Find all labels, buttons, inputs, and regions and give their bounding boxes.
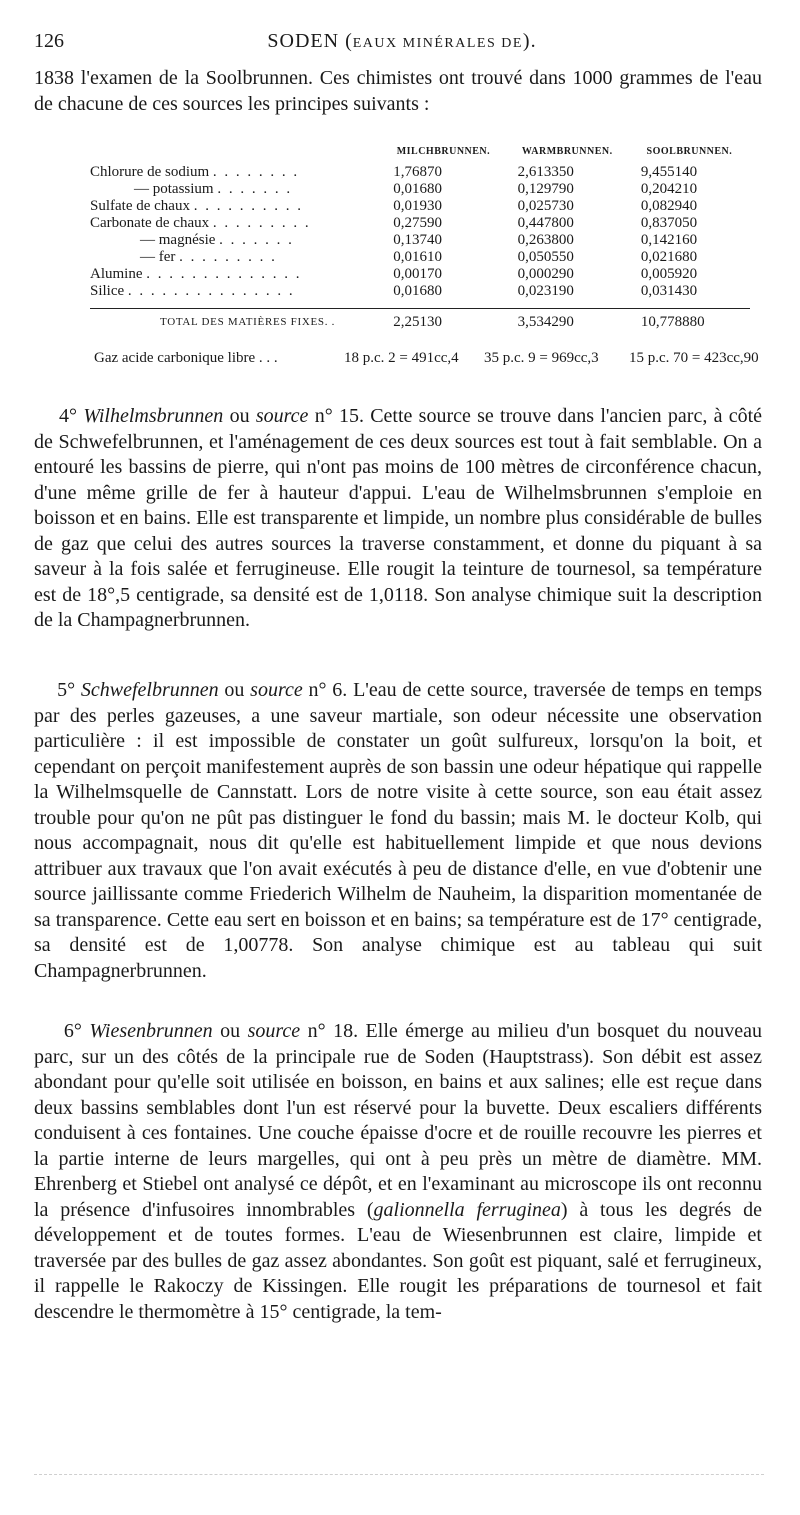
cell-value: 0,01610 — [393, 249, 442, 265]
cell-value: 0,204210 — [640, 181, 698, 197]
cell-value: 0,129790 — [517, 181, 574, 197]
table-row — [90, 215, 750, 232]
column-header-soolbrunnen: SOOLBRUNNEN. — [646, 145, 733, 157]
cell-value: 0,01680 — [393, 283, 442, 299]
table-row — [90, 164, 750, 181]
cell-value: 0,27590 — [393, 215, 442, 231]
gas-value: 18 p.c. 2 = 491cc,4 — [344, 350, 459, 366]
running-title-close: ). — [522, 30, 537, 52]
table-row — [90, 181, 750, 198]
table-row — [90, 198, 750, 215]
source-word: source — [250, 679, 303, 701]
cell-value: 0,263800 — [517, 232, 574, 248]
italic-term: galionnella ferruginea — [373, 1198, 561, 1221]
cell-value: 0,00170 — [393, 266, 442, 282]
page-header — [34, 30, 770, 60]
row-label: Sulfate de chaux — [90, 198, 190, 214]
connector-word: ou — [220, 1020, 241, 1042]
section-number: 6° — [63, 1020, 82, 1042]
running-title-caps: EAUX MINÉRALES DE — [352, 36, 523, 51]
leader-dots: . . . . . . . . . . — [193, 198, 303, 214]
cell-value: 0,01680 — [393, 181, 442, 197]
gas-value: 15 p.c. 70 = 423cc,90 — [629, 350, 759, 366]
section-number: 5° — [57, 679, 76, 701]
cell-value: 0,050550 — [517, 249, 574, 265]
page-number: 126 — [34, 30, 64, 52]
column-header-milchbrunnen: MILCHBRUNNEN. — [396, 145, 491, 157]
row-label: — magnésie — [140, 232, 216, 248]
total-label: TOTAL DES MATIÈRES FIXES. . — [90, 309, 381, 332]
leader-dots: . . . . . . . . . — [179, 249, 277, 265]
row-label: Carbonate de chaux — [90, 215, 210, 231]
intro-paragraph: 1838 l'examen de la Soolbrunnen. Ces chimistes ont trouvé dans 1000 grammes de l'eau de chacune de ces sources les principes suivants : — [34, 67, 762, 115]
paragraph-body-b: ) à tous les degrés de développement et de toutes formes. L'eau de Wiesenbrunnen est claire, limpide et traversée par des bulles de gaz assez abondantes. Son goût est piquant, salé et ferrugineux, il rappelle le Rakoczy de Kissingen. Elle rougit les préparations de tournesol et fait descendre le thermomètre à 15° centigrade, la tem- — [34, 1198, 762, 1323]
leader-dots: . . . . . . . — [219, 232, 294, 248]
total-value: 3,534290 — [506, 309, 629, 332]
row-label: Silice — [90, 283, 125, 299]
total-value: 2,25130 — [381, 309, 505, 332]
table-row — [90, 232, 750, 249]
cell-value: 0,142160 — [640, 232, 698, 248]
table-row — [90, 283, 750, 300]
running-title-main: SODEN ( — [267, 30, 353, 52]
leader-dots: . . . . . . . . — [212, 164, 300, 180]
cell-value: 2,613350 — [517, 164, 574, 180]
column-header-warmbrunnen: WARMBRUNNEN. — [521, 145, 613, 157]
running-title — [34, 30, 770, 53]
paragraph-schwefelbrunnen — [34, 678, 762, 984]
cell-value: 0,082940 — [640, 198, 698, 214]
column-label — [90, 144, 381, 164]
source-word: source — [255, 405, 309, 427]
cell-value: 9,455140 — [640, 164, 698, 180]
cell-value: 1,76870 — [393, 164, 442, 180]
spring-name: Schwefelbrunnen — [80, 679, 219, 701]
cell-value: 0,01930 — [393, 198, 442, 214]
row-label: — fer — [140, 249, 176, 265]
footer-rule — [34, 1474, 764, 1475]
source-word: source — [247, 1020, 301, 1042]
row-label: — potassium — [134, 181, 214, 197]
row-label: Alumine — [90, 266, 143, 282]
connector-word: ou — [224, 679, 245, 701]
cell-value: 0,025730 — [517, 198, 574, 214]
spring-name: Wilhelmsbrunnen — [83, 405, 224, 427]
analysis-table — [90, 144, 750, 331]
spring-name: Wiesenbrunnen — [89, 1020, 213, 1042]
leader-dots: . . . . . . . . . — [212, 215, 311, 231]
paragraph-wilhelmsbrunnen — [34, 404, 762, 634]
cell-value: 0,447800 — [517, 215, 574, 231]
connector-word: ou — [229, 405, 250, 427]
cell-value: 0,021680 — [640, 249, 698, 265]
leader-dots: . . . . . . . — [217, 181, 293, 197]
section-number: 4° — [59, 405, 78, 427]
paragraph-body: n° 6. L'eau de cette source, traversée de temps en temps par des perles gazeuses, a une saveur martiale, son odeur nécessite une observation particulière : il est impossible de constater un goût sulfureux, lorsqu'on la boit, et cependant on perçoit manifestement auprès de son bassin une odeur hépatique qui rappelle la Wilhelmsquelle de Cannstatt. Lors de notre visite à cette source, son eau était assez trouble pour qu'on ne pût pas distinguer le fond du bassin; mais M. le docteur Kolb, qui nous accompagnait, nous dit qu'elle est habituellement limpide et que nous devions attribuer aux travaux que l'on avait exécutés à peu de distance d'elle, en vue d'obtenir une source jaillissante comme Friederich Wilhelm de Nauheim, la disparition momentanée de sa transparence. Cette eau sert en boisson et en bains; sa température est de 17° centigrade, sa densité est de 1,00778. Son analyse chimique est au tableau qui suit Champagnerbrunnen. — [34, 679, 763, 982]
table-row — [90, 249, 750, 266]
gas-value: 35 p.c. 9 = 969cc,3 — [484, 350, 599, 366]
table-row — [90, 266, 750, 283]
table-total-row — [90, 309, 750, 332]
cell-value: 0,000290 — [517, 266, 574, 282]
leader-dots: . . . . . . . . . . . . . . . — [127, 283, 295, 299]
cell-value: 0,13740 — [393, 232, 442, 248]
leader-dots: . . . . . . . . . . . . . . — [146, 266, 302, 282]
cell-value: 0,837050 — [640, 215, 698, 231]
cell-value: 0,031430 — [640, 283, 698, 299]
gas-row — [94, 350, 774, 367]
row-label: Chlorure de sodium — [90, 164, 210, 180]
paragraph-body-a: n° 18. Elle émerge au milieu d'un bosquet du nouveau parc, sur un des côtés de la principale rue de Soden (Hauptstrass). Son débit est assez abondant pour qu'elle soit utilisée en boisson, en bains et aux salines; elle est reçue dans deux bassins semblables dont l'un est réservé pour la buvette. Deux escaliers différents conduisent à ces fontaines. Une couche épaisse d'ocre et de rouille recouvre les pierres et la partie interne de leurs margelles, qui ont à peu près un mètre de diamètre. MM. Ehrenberg et Stiebel ont analysé ce dépôt, et en l'examinant au microscope ils ont reconnu la présence d'infusoires innombrables ( — [34, 1020, 763, 1221]
table-spacer — [90, 300, 750, 309]
table-header-row — [90, 144, 750, 164]
paragraph-body: n° 15. Cette source se trouve dans l'ancien parc, à côté de Schwefelbrunnen, et l'aménagement de ces deux sources est tout à fait semblable. On a entouré les bassins de pierre, qui n'ont pas moins de 100 mètres de circonférence chacun, d'une même grille de fer à hauteur d'appui. L'eau de Wilhelmsbrunnen s'emploie en boisson et en bains. Elle est transparente et limpide, un nombre plus considérable de bulles de gaz que celui des autres sources la traverse constamment, et donne du piquant à sa saveur à la fois salée et ferrugineuse. Elle rougit la teinture de tournesol, sa température est de 18°,5 centigrade, sa densité est de 1,0118. Son analyse chimique suit la description de la Champagnerbrunnen. — [34, 405, 763, 631]
cell-value: 0,005920 — [640, 266, 698, 282]
cell-value: 0,023190 — [517, 283, 574, 299]
paragraph-wiesenbrunnen — [34, 1019, 762, 1325]
total-value: 10,778880 — [629, 309, 750, 332]
gas-label: Gaz acide carbonique libre . . . — [94, 350, 278, 366]
